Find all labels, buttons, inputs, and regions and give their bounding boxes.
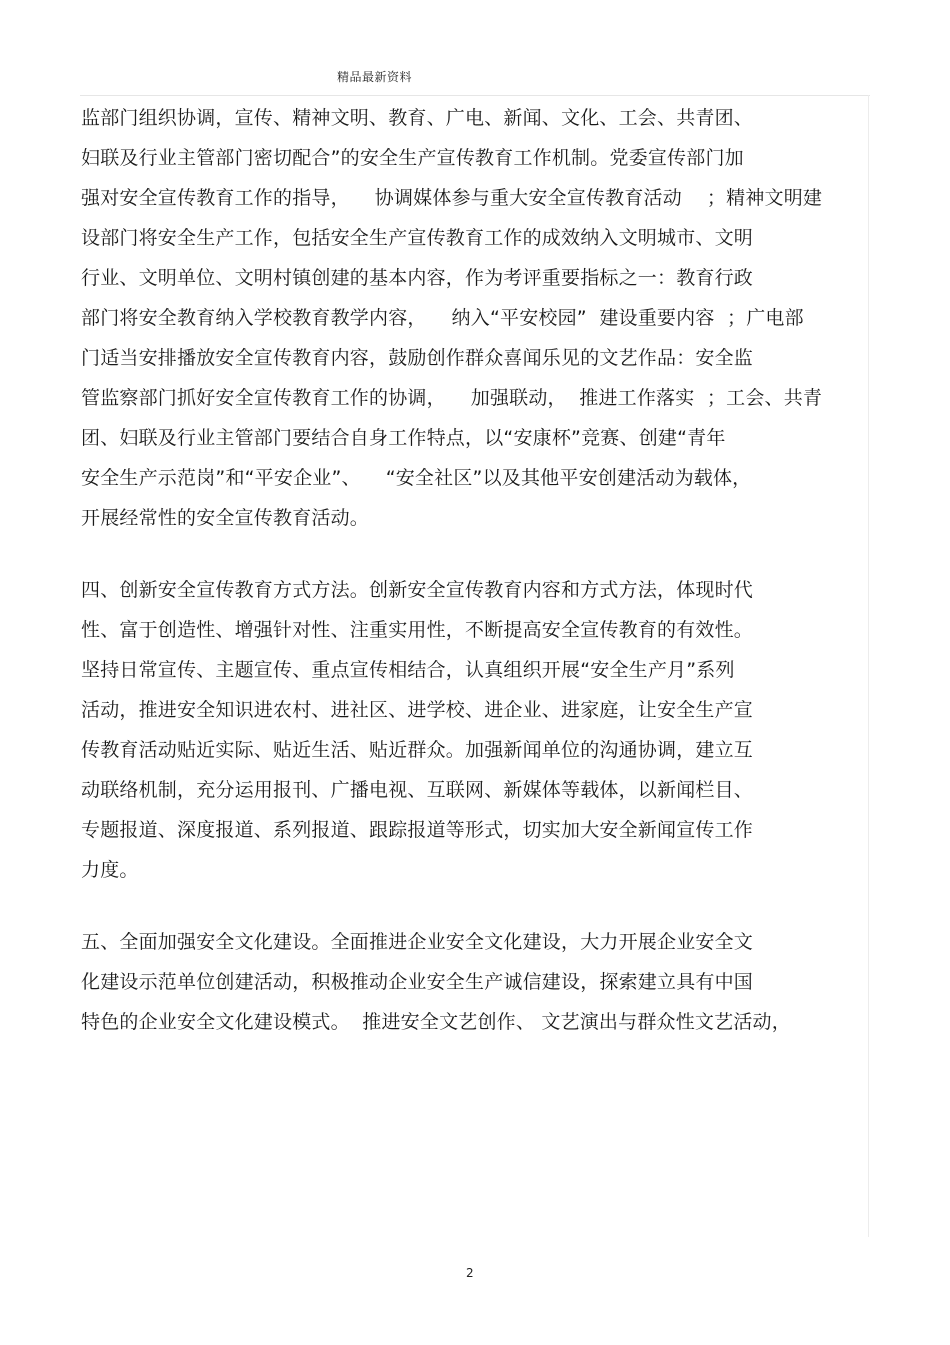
text-line: 开展经常性的安全宣传教育活动。 — [81, 507, 370, 529]
text-line: 性、富于创造性、增强针对性、注重实用性，不断提高安全宣传教育的有效性。 — [81, 619, 754, 641]
paragraph — [81, 98, 871, 538]
paragraph-spacer — [81, 890, 871, 922]
page-number: 2 — [466, 1266, 474, 1280]
paragraph — [81, 570, 871, 890]
text-line: 管监察部门抓好安全宣传教育工作的协调， 加强联动， 推进工作落实 ；工会、共青 — [81, 387, 823, 409]
text-line: 安全生产示范岗”和“平安企业”、 “安全社区”以及其他平安创建活动为载体， — [81, 467, 752, 489]
text-line: 部门将安全教育纳入学校教育教学内容， 纳入“平安校园” 建设重要内容 ；广电部 — [81, 307, 804, 329]
text-line: 团、妇联及行业主管部门要结合自身工作特点，以“安康杯”竞赛、创建“青年 — [81, 427, 726, 449]
text-line: 四、创新安全宣传教育方式方法。创新安全宣传教育内容和方式方法，体现时代 — [81, 579, 754, 601]
text-line: 特色的企业安全文化建设模式。 推进安全文艺创作、 文艺演出与群众性文艺活动， — [81, 1011, 791, 1033]
text-line: 活动，推进安全知识进农村、进社区、进学校、进企业、进家庭，让安全生产宣 — [81, 699, 754, 721]
paragraph-spacer — [81, 538, 871, 570]
paragraph — [81, 922, 871, 1042]
page-header: 精品最新资料 — [337, 70, 413, 84]
text-line: 专题报道、深度报道、系列报道、跟踪报道等形式，切实加大安全新闻宣传工作 — [81, 819, 754, 841]
text-line: 传教育活动贴近实际、贴近生活、贴近群众。加强新闻单位的沟通协调，建立互 — [81, 739, 754, 761]
header-divider — [80, 95, 870, 96]
text-line: 五、全面加强安全文化建设。全面推进企业安全文化建设，大力开展企业安全文 — [81, 931, 754, 953]
text-line: 设部门将安全生产工作，包括安全生产宣传教育工作的成效纳入文明城市、文明 — [81, 227, 754, 249]
text-line: 坚持日常宣传、主题宣传、重点宣传相结合，认真组织开展“安全生产月”系列 — [81, 659, 735, 681]
text-line: 强对安全宣传教育工作的指导， 协调媒体参与重大安全宣传教育活动 ；精神文明建 — [81, 187, 823, 209]
document-body — [81, 98, 871, 1042]
text-line: 力度。 — [81, 859, 139, 881]
text-line: 监部门组织协调，宣传、精神文明、教育、广电、新闻、文化、工会、共青团、 — [81, 107, 754, 129]
text-line: 行业、文明单位、文明村镇创建的基本内容，作为考评重要指标之一：教育行政 — [81, 267, 754, 289]
text-line: 动联络机制，充分运用报刊、广播电视、互联网、新媒体等载体，以新闻栏目、 — [81, 779, 754, 801]
text-line: 妇联及行业主管部门密切配合”的安全生产宣传教育工作机制。党委宣传部门加 — [81, 147, 744, 169]
text-line: 化建设示范单位创建活动，积极推动企业安全生产诚信建设，探索建立具有中国 — [81, 971, 754, 993]
text-line: 门适当安排播放安全宣传教育内容，鼓励创作群众喜闻乐见的文艺作品：安全监 — [81, 347, 754, 369]
